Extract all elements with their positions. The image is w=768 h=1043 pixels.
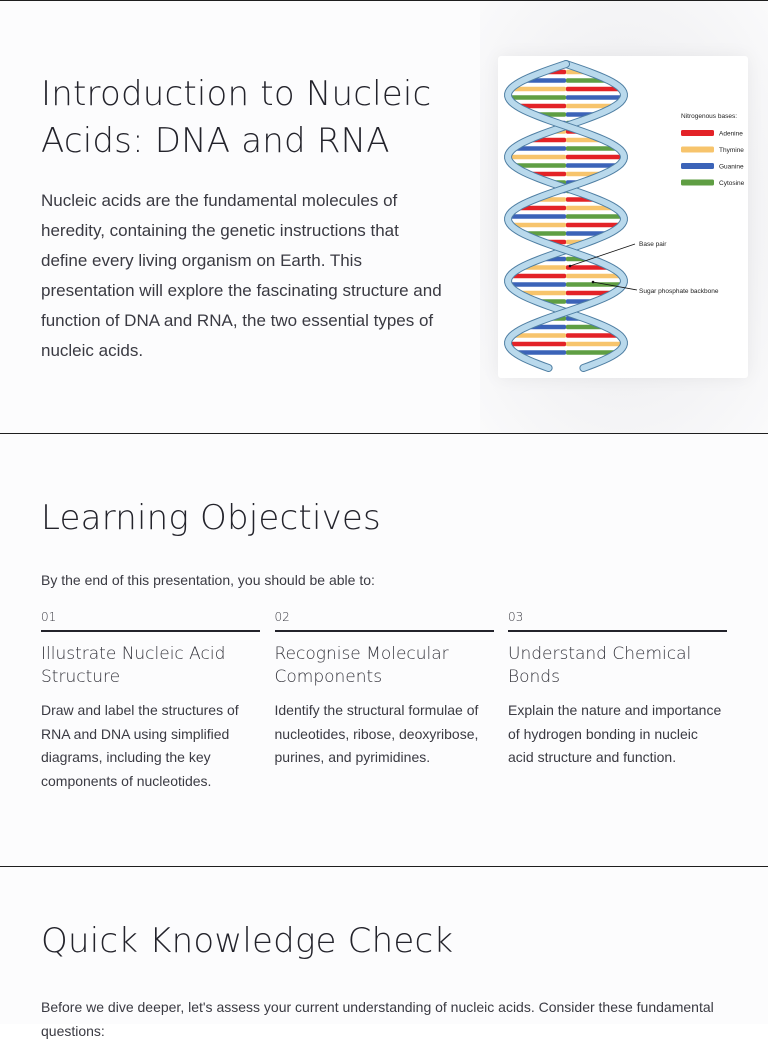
legend-swatch [681,163,714,169]
legend-swatch [681,180,714,186]
legend-label: Guanine [719,163,744,171]
objective-title: Understand Chemical Bonds [508,644,692,687]
legend-label: Cytosine [719,179,745,187]
base-pair-rung [566,342,624,347]
slide-learning-objectives [0,433,768,866]
legend-label: Thymine [719,146,744,154]
base-pair-rung [566,95,624,100]
base-pair-rung [566,87,621,92]
base-pair-rung [566,274,622,279]
objective-title: Illustrate Nucleic Acid Structure [41,644,226,687]
objective-number: 03 [508,610,727,632]
objective-number: 01 [41,610,260,632]
base-pair-rung [508,155,566,160]
objective-description: Identify the structural formulae of nucleotides, ribose, deoxyribose, purines, and pyrimidines. [274,702,479,765]
legend-swatch [681,147,714,153]
objective-description: Draw and label the structures of RNA and DNA using simplified diagrams, including the key components of nucleotides. [41,702,239,789]
slide-title: Quick Knowledge Check [41,921,454,961]
objectives-list [41,610,727,793]
base-pair-rung [566,223,621,228]
slide-title: Learning Objectives [41,498,381,538]
label-base-pair: Base pair [639,241,667,248]
base-pair-rung [508,214,566,219]
objective-item [41,610,260,793]
legend-title: Nitrogenous bases: [681,113,738,120]
slide-knowledge-check [0,866,768,1039]
base-pair-rung [511,87,566,92]
base-pair-rung [566,214,624,219]
objective-description: Explain the nature and importance of hydrogen bonding in nucleic acid structure and function. [508,702,722,765]
dna-diagram [498,56,748,378]
base-pair-rung [508,342,566,347]
slide-introduction [0,0,768,433]
base-pair-rung [511,223,566,228]
objective-item [508,610,727,793]
dna-double-helix-illustration [498,56,748,378]
objectives-lead: By the end of this presentation, you should be able to: [41,572,375,588]
objective-item [275,610,494,793]
base-pair-rung [566,155,624,160]
knowledge-check-lead: Before we dive deeper, let's assess your current understanding of nucleic acids. Consider these fundamental questions: [41,999,714,1039]
base-pair-rung [508,95,566,100]
base-pair-rung [510,274,566,279]
label-sugar-phosphate-backbone: Sugar phosphate backbone [639,288,719,295]
slide-title: Introduction to Nucleic Acids: DNA and RNA [41,74,432,161]
objective-title: Recognise Molecular Components [274,644,449,687]
intro-paragraph: Nucleic acids are the fundamental molecules of heredity, containing the genetic instructions that define every living organism on Earth. This presentation will explore the fascinating structure and function of DNA and RNA, the two essential types of nucleic acids. [41,191,442,360]
legend-swatch [681,130,714,136]
objective-number: 02 [275,610,494,632]
base-pair-rung [509,282,566,287]
legend-label: Adenine [719,130,743,138]
